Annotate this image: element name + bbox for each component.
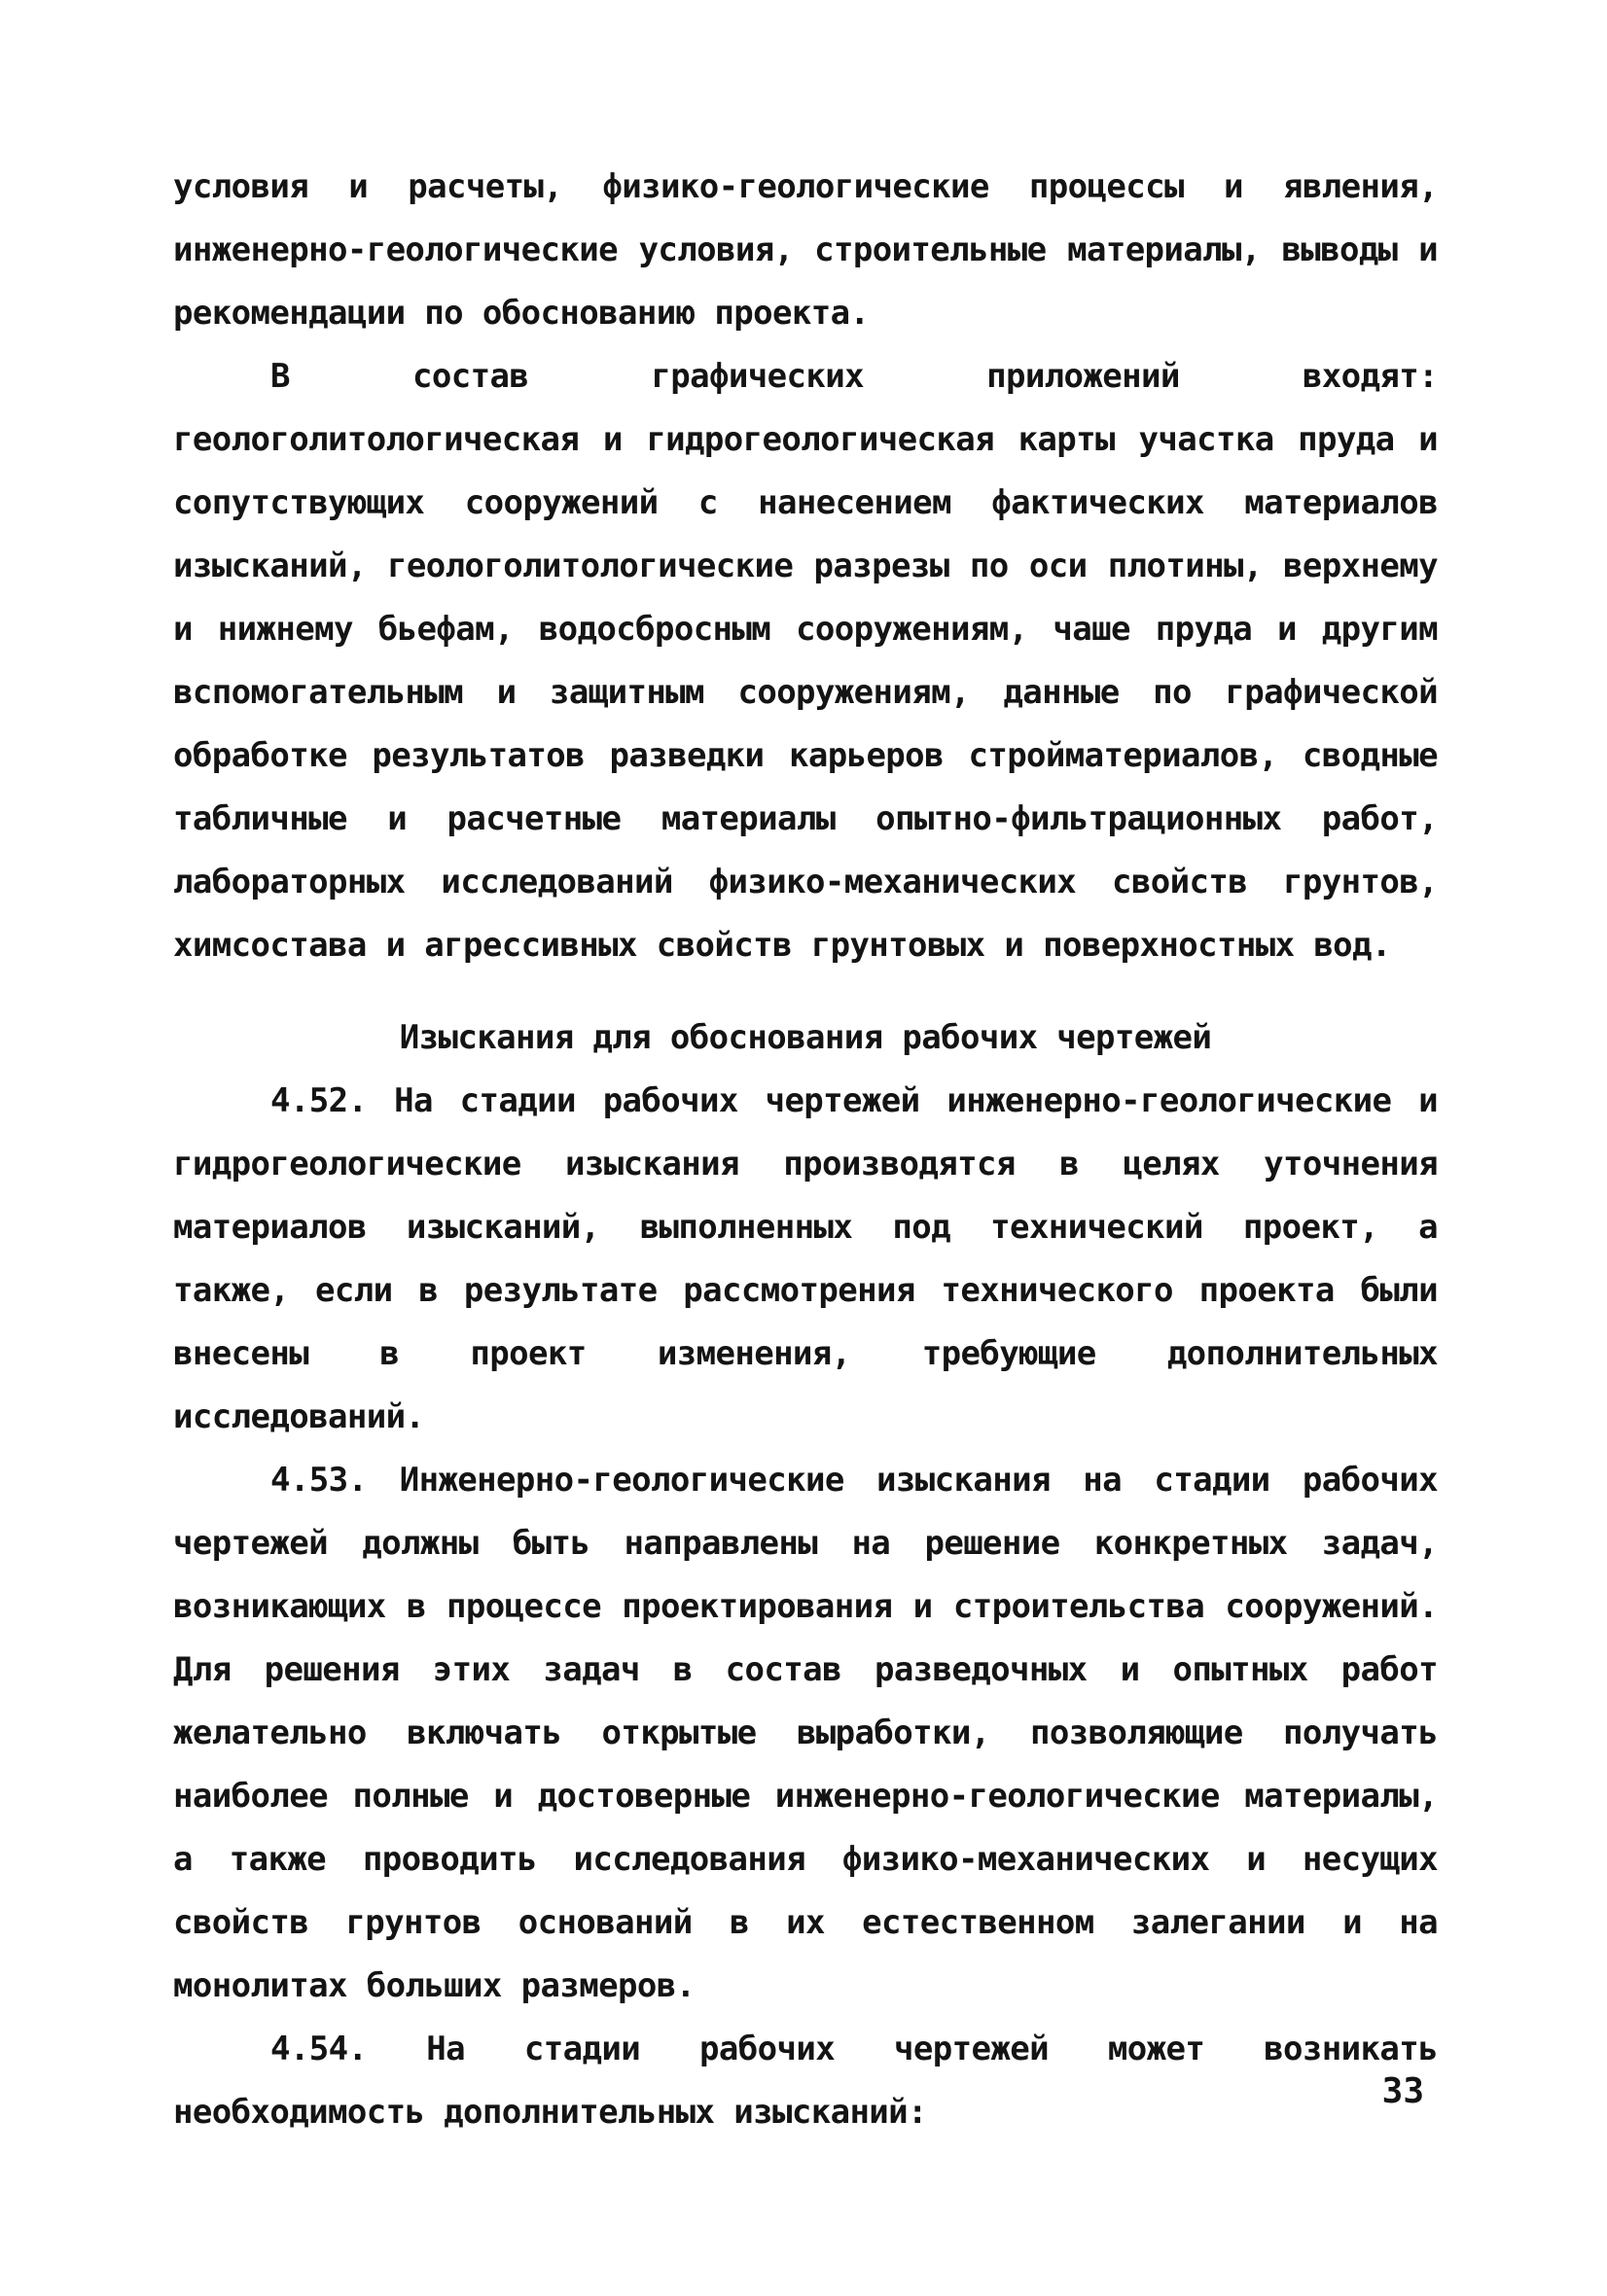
paragraph-graphic-appendices: В состав графических приложений входят: геологолитологическая и гидрогеологическая карты участка пруда и сопутствующих сооружений с нанесением фактических материалов изысканий, геологолитологические разрезы по оси плотины, верхнему и нижнему бьефам, водосбросным сооружениям, чаше пруда и другим вспомогательным и защитным сооружениям, данные по графической обработке результатов разведки карьеров стройматериалов, сводные табличные и расчетные материалы опытно-фильтрационных работ, лабораторных исследований физико-механических свойств грунтов, химсостава и агрессивных свойств грунтовых и поверхностных вод.: [173, 357, 1438, 965]
section-heading: Изыскания для обоснования рабочих чертежей: [399, 1018, 1212, 1057]
paragraph-4-53: 4.53. Инженерно-геологические изыскания на стадии рабочих чертежей должны быть направлены на решение конкретных задач, возникающих в процессе проектирования и строительства сооружений. Для решения этих задач в состав разведочных и опытных работ желательно включать открытые выработки, позволяющие получать наиболее полные и достоверные инженерно-геологические материалы, а также проводить исследования физико-механических и несущих свойств грунтов оснований в их естественном залегании и на монолитах больших размеров.: [173, 1461, 1438, 2005]
paragraph-continuation: условия и расчеты, физико-геологические процессы и явления, инженерно-геологические условия, строительные материалы, выводы и рекомендации по обоснованию проекта.: [173, 167, 1438, 333]
paragraph-4-54: 4.54. На стадии рабочих чертежей может возникать необходимость дополнительных изысканий:: [173, 2030, 1438, 2132]
paragraph-4-52: 4.52. На стадии рабочих чертежей инженерно-геологические и гидрогеологические изыскания производятся в целях уточнения материалов изысканий, выполненных под технический проект, а также, если в результате рассмотрения технического проекта были внесены в проект изменения, требующие дополнительных исследований.: [173, 1081, 1438, 1436]
document-body: [173, 156, 1438, 2144]
page-number: 33: [1381, 2071, 1424, 2111]
